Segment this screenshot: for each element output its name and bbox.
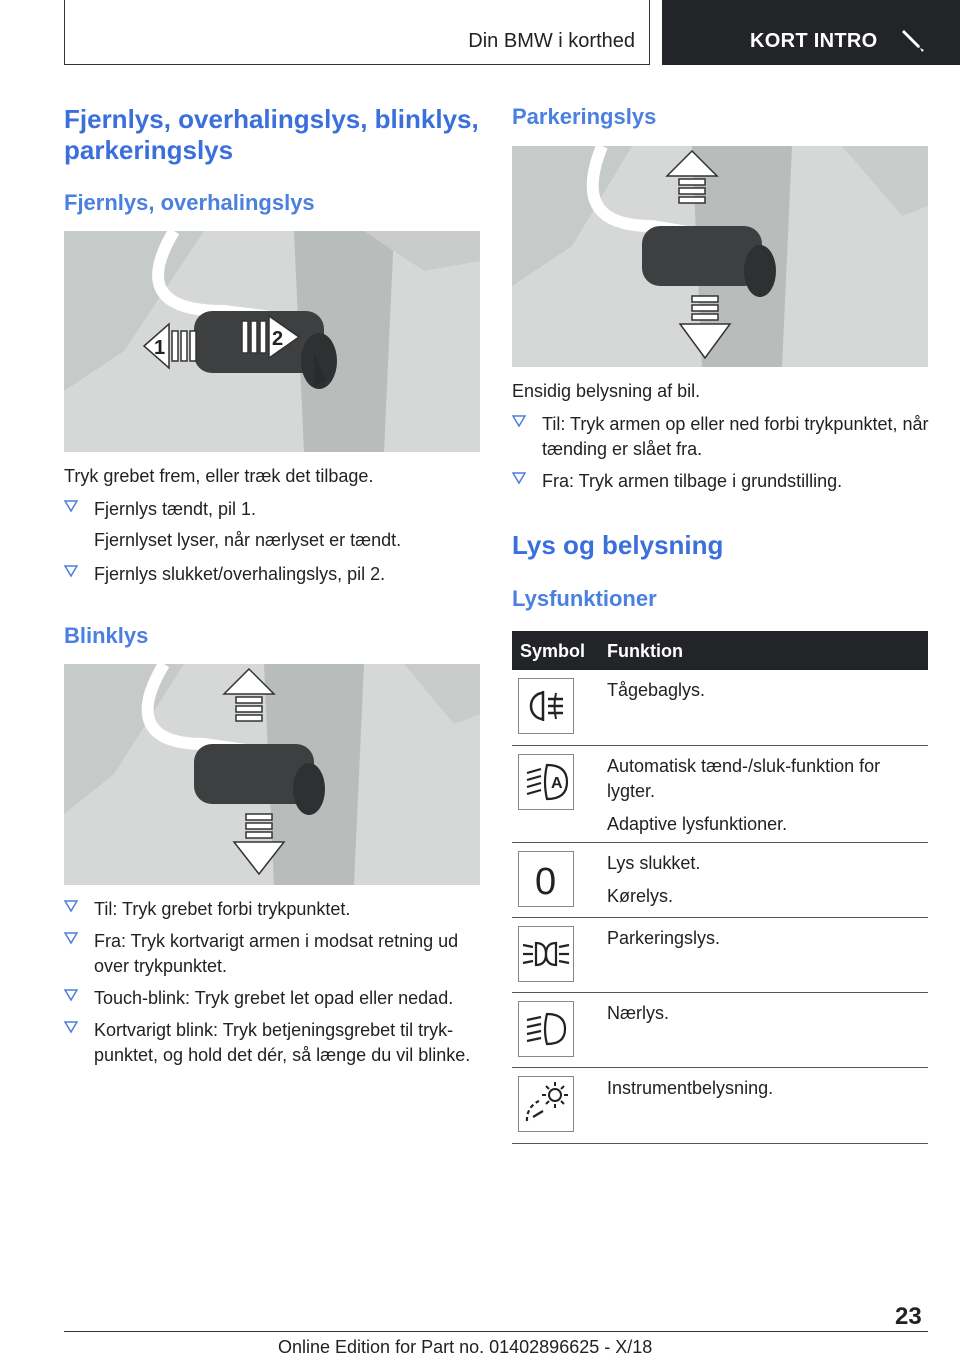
header-section-box (662, 0, 960, 65)
table-row (512, 670, 928, 746)
heading-parking-light: Parkeringslys (512, 104, 657, 129)
row-text: Lys slukket. (607, 853, 701, 873)
parking-lever-image (512, 146, 928, 367)
parking-light-icon (518, 926, 574, 982)
bullet-text: Til: Tryk grebet forbi trykpunktet. (94, 899, 351, 919)
svg-text:A: A (551, 775, 563, 792)
header-chapter-box (64, 0, 650, 65)
fog-light-icon (518, 678, 574, 734)
auto-headlight-icon (518, 754, 574, 810)
triangle-bullet-icon (512, 414, 526, 428)
tool-icon (900, 28, 928, 56)
table-row (512, 746, 928, 843)
main-heading-lights: Fjernlys, overhalingslys, blinklys, parkeringslys (64, 104, 479, 165)
triangle-bullet-icon (64, 1020, 78, 1034)
arrow-label-2: 2 (272, 328, 284, 350)
indicator-lever-image (64, 664, 480, 885)
triangle-bullet-icon (64, 899, 78, 913)
table-row (512, 1068, 928, 1144)
table-row (512, 918, 928, 993)
bullet-text: Fra: Tryk armen tilbage i grundstilling. (542, 471, 843, 491)
footer-divider (64, 1331, 928, 1332)
list-item (64, 497, 480, 557)
arrow-label-1: 1 (154, 337, 166, 359)
row-text: Tågebaglys. (607, 680, 706, 700)
triangle-bullet-icon (64, 931, 78, 945)
heading-indicators: Blinklys (64, 623, 149, 648)
high-beam-intro: Tryk grebet frem, eller træk det tilbage. (64, 466, 374, 486)
bullet-text: Kortvarigt blink: Tryk betjeningsgrebet til trykpunktet, og hold det dér, så længe du vil blinke. (94, 1020, 471, 1065)
row-text: Nærlys. (607, 1003, 669, 1023)
table-header (512, 631, 928, 670)
row-text: Adaptive lysfunktioner. (607, 814, 788, 834)
row-text: Parkeringslys. (607, 928, 721, 948)
high-beam-lever-image (64, 231, 480, 452)
low-beam-icon (518, 1001, 574, 1057)
heading-high-beam: Fjernlys, overhalingslys (64, 190, 315, 215)
heading-light-functions: Lysfunktioner (512, 586, 657, 611)
parking-intro: Ensidig belysning af bil. (512, 381, 701, 401)
svg-text:0: 0 (535, 861, 557, 903)
col-symbol: Symbol (520, 641, 586, 661)
page-number: 23 (895, 1303, 922, 1330)
bullet-text: Touch-blink: Tryk grebet let opad eller nedad. (94, 988, 454, 1008)
zero-position-icon (518, 851, 574, 907)
main-heading-lighting: Lys og belysning (512, 530, 724, 560)
row-text: Automatisk tænd-/sluk-funktion for lygter. (607, 756, 881, 801)
header-section: KORT INTRO (750, 30, 878, 52)
header-chapter: Din BMW i korthed (468, 30, 635, 52)
row-text: Kørelys. (607, 886, 674, 906)
triangle-bullet-icon (64, 564, 78, 578)
bullet-line: Fjernlyset lyser, når nærlyset er tændt. (94, 530, 402, 550)
list-item (64, 562, 480, 590)
col-function: Funktion (607, 641, 683, 661)
bullet-line: Fjernlys slukket/overhalingslys, pil 2. (94, 564, 386, 584)
triangle-bullet-icon (64, 499, 78, 513)
bullet-text: Til: Tryk armen op eller ned forbi trykpunktet, når tænding er slået fra. (542, 414, 929, 459)
table-row (512, 993, 928, 1068)
row-text: Instrumentbelysning. (607, 1078, 774, 1098)
light-functions-table (512, 631, 928, 1144)
bullet-line: Fjernlys tændt, pil 1. (94, 499, 257, 519)
triangle-bullet-icon (64, 988, 78, 1002)
triangle-bullet-icon (512, 471, 526, 485)
instrument-lighting-icon (518, 1076, 574, 1132)
bullet-text: Fra: Tryk kortvarigt armen i modsat retning ud over trykpunktet. (94, 931, 459, 976)
table-row (512, 843, 928, 918)
footer-edition: Online Edition for Part no. 01402896625 - X/18 (278, 1337, 653, 1357)
